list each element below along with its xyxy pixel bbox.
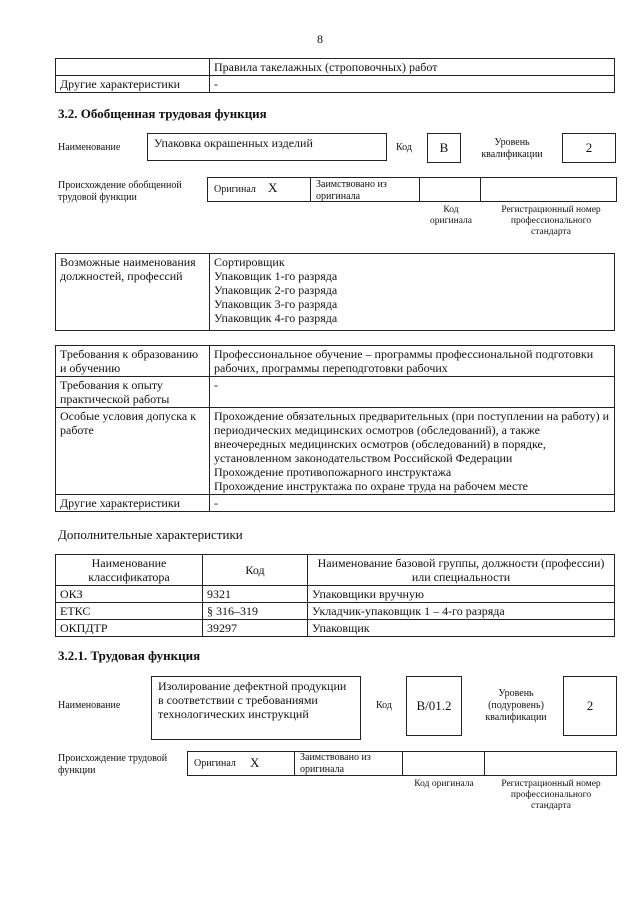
original-mark: Х xyxy=(268,180,278,195)
table-cell: Другие характеристики xyxy=(56,495,210,512)
condition-text: Прохождение инструктажа по охране труда на рабочем месте xyxy=(214,479,528,493)
table-row xyxy=(56,346,615,377)
table-cell: Профессиональное обучение – программы профессиональной подготовки рабочих, программы переподготовки рабочих xyxy=(210,346,615,377)
table-cell: Требования к образованию и обучению xyxy=(56,346,210,377)
divider xyxy=(310,177,311,202)
table-cell: Другие характеристики xyxy=(56,76,210,93)
code-original-label: Код оригинала xyxy=(414,779,474,789)
table-cell: Требования к опыту практической работы xyxy=(56,377,210,408)
condition-text: Прохождение противопожарного инструктажа xyxy=(214,465,452,479)
borrowed-label: Заимствовано из оригинала xyxy=(316,179,387,202)
origin-label: Происхождение трудовой функции xyxy=(58,753,168,776)
table-row xyxy=(56,76,615,93)
table-cell: Особые условия допуска к работе xyxy=(56,408,210,495)
condition-text: Прохождение обязательных предварительных (при поступлении на работу) и периодических медицинских осмотров (обследований), а также внеочередных медицинских осмотров (обследований) в порядке, установленном законодательством Российской Федерации xyxy=(214,409,610,465)
divider xyxy=(484,751,485,776)
function-name-field: Упаковка окрашенных изделий xyxy=(147,133,387,161)
table-cell: Упаковщики вручную xyxy=(308,586,615,603)
table-cell: § 316–319 xyxy=(203,603,308,620)
function-name-field: Изолирование дефектной продукции в соответствии с требованиями технологических инструкций xyxy=(151,676,361,740)
level-label: Уровень квалификации xyxy=(481,137,543,160)
table-header: Наименование базовой группы, должности (профессии) или специальности xyxy=(308,555,615,586)
table-cell: - xyxy=(210,377,615,408)
additional-table xyxy=(55,554,615,637)
name-label: Наименование xyxy=(58,142,121,153)
section-heading: 3.2.1. Трудовая функция xyxy=(58,648,201,663)
table-header: Наименование классификатора xyxy=(56,555,203,586)
table-cell: - xyxy=(210,76,615,93)
table-row xyxy=(56,59,615,76)
table-row xyxy=(56,603,615,620)
table-cell xyxy=(210,254,615,331)
level-field: 2 xyxy=(562,133,616,163)
table-cell xyxy=(56,59,210,76)
page-number: 8 xyxy=(317,32,323,46)
section-heading: 3.2. Обобщенная трудовая функция xyxy=(58,106,267,121)
table-cell: 39297 xyxy=(203,620,308,637)
positions-table xyxy=(55,253,615,331)
table-cell: 9321 xyxy=(203,586,308,603)
divider xyxy=(402,751,403,776)
code-label: Код xyxy=(376,700,392,711)
table-cell: Правила такелажных (строповочных) работ xyxy=(210,59,615,76)
requirements-table xyxy=(55,345,615,512)
table-cell: - xyxy=(210,495,615,512)
list-item: Упаковщик 4-го разряда xyxy=(214,311,338,325)
code-field: В xyxy=(427,133,461,163)
divider xyxy=(419,177,420,202)
code-label: Код xyxy=(396,142,412,153)
borrowed-label: Заимствовано из оригинала xyxy=(300,752,371,775)
list-item: Упаковщик 1-го разряда xyxy=(214,269,338,283)
level-field: 2 xyxy=(563,676,617,736)
table-row xyxy=(56,586,615,603)
table-cell: Возможные наименования должностей, профессий xyxy=(56,254,210,331)
original-mark: Х xyxy=(250,755,260,770)
code-original-label: Код оригинала xyxy=(430,205,472,226)
table-cell: Упаковщик xyxy=(308,620,615,637)
table-row xyxy=(56,620,615,637)
top-table xyxy=(55,58,615,93)
table-row xyxy=(56,555,615,586)
divider xyxy=(480,177,481,202)
table-row xyxy=(56,408,615,495)
table-cell: Укладчик-упаковщик 1 – 4-го разряда xyxy=(308,603,615,620)
table-cell xyxy=(210,408,615,495)
list-item: Упаковщик 2-го разряда xyxy=(214,283,338,297)
original-label: Оригинал xyxy=(194,758,236,769)
table-header: Код xyxy=(203,555,308,586)
divider xyxy=(294,751,295,776)
level-label: Уровень (подуровень) квалификации xyxy=(485,688,547,723)
table-row xyxy=(56,254,615,331)
table-cell: ОКПДТР xyxy=(56,620,203,637)
origin-label: Происхождение обобщенной трудовой функции xyxy=(58,180,182,203)
code-field: В/01.2 xyxy=(406,676,462,736)
additional-heading: Дополнительные характеристики xyxy=(58,527,243,542)
reg-number-label: Регистрационный номер профессионального стандарта xyxy=(501,779,601,811)
reg-number-label: Регистрационный номер профессионального стандарта xyxy=(501,205,601,237)
original-label: Оригинал xyxy=(214,184,256,195)
table-row xyxy=(56,377,615,408)
table-cell: ОКЗ xyxy=(56,586,203,603)
name-label: Наименование xyxy=(58,700,121,711)
list-item: Упаковщик 3-го разряда xyxy=(214,297,338,311)
table-cell: ЕТКС xyxy=(56,603,203,620)
table-row xyxy=(56,495,615,512)
list-item: Сортировщик xyxy=(214,255,285,269)
